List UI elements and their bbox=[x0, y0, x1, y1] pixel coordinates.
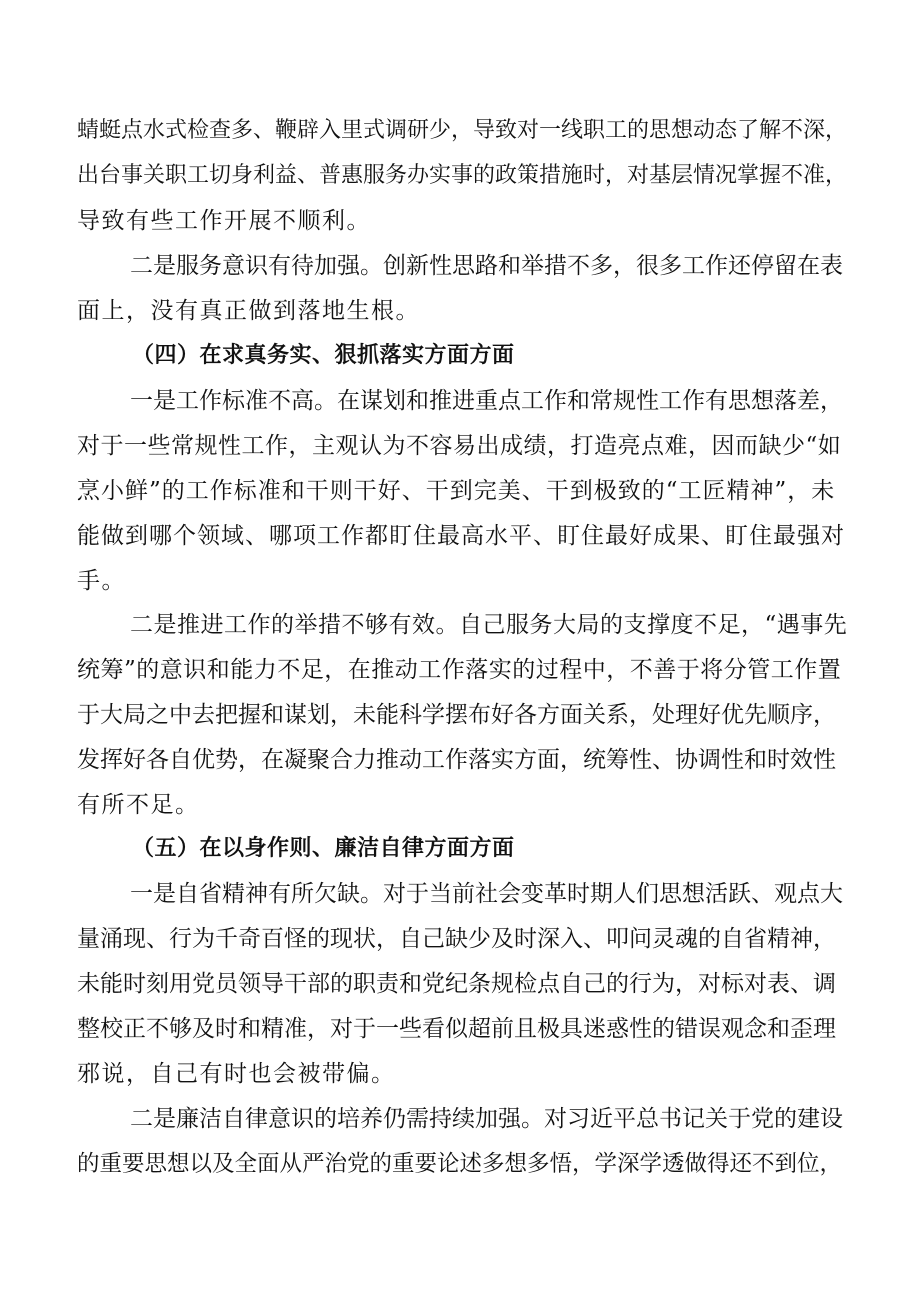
paragraph-5-line-3: 未能时刻用党员领导干部的职责和党纪条规检点自己的行为，对标对表、调 bbox=[77, 971, 836, 997]
section-heading-4: （四）在求真务实、狠抓落实方面方面 bbox=[132, 343, 515, 368]
paragraph-3-line-4: 能做到哪个领域、哪项工作都盯住最高水平、盯住最好成果、盯住最强对 bbox=[77, 523, 845, 549]
paragraph-6-line-2: 的重要思想以及全面从严治党的重要论述多想多悟，学深学透做得还不到位， bbox=[77, 1151, 843, 1177]
paragraph-5-line-4: 整校正不够及时和精准，对于一些看似超前且极具迷惑性的错误观念和歪理 bbox=[77, 1016, 836, 1042]
paragraph-4-line-4: 发挥好各自优势，在凝聚合力推动工作落实方面，统筹性、协调性和时效性 bbox=[77, 747, 836, 773]
paragraph-1-line-3: 导致有些工作开展不顺利。 bbox=[77, 208, 371, 234]
paragraph-4-line-3: 于大局之中去把握和谋划，未能科学摆布好各方面关系，处理好优先顺序， bbox=[77, 702, 836, 728]
paragraph-4-line-5: 有所不足。 bbox=[77, 792, 200, 818]
paragraph-4-line-1: 二是推进工作的举措不够有效。自己服务大局的支撑度不足，“遇事先 bbox=[130, 612, 848, 638]
paragraph-3-line-2: 对于一些常规性工作，主观认为不容易出成绩，打造亮点难，因而缺少“如 bbox=[77, 433, 842, 459]
paragraph-5-line-5: 邪说，自己有时也会被带偏。 bbox=[77, 1061, 396, 1087]
paragraph-1-line-2: 出台事关职工切身利益、普惠服务办实事的政策措施时，对基层情况掌握不准， bbox=[77, 163, 848, 188]
paragraph-3-line-1: 一是工作标准不高。在谋划和推进重点工作和常规性工作有思想落差， bbox=[130, 388, 843, 414]
paragraph-5-line-2: 量涌现、行为千奇百怪的现状，自己缺少及时深入、叩问灵魂的自省精神， bbox=[77, 926, 836, 952]
paragraph-2-line-1: 二是服务意识有待加强。创新性思路和举措不多，很多工作还停留在表 bbox=[130, 253, 843, 279]
paragraph-5-line-1: 一是自省精神有所欠缺。对于当前社会变革时期人们思想活跃、观点大 bbox=[130, 881, 843, 907]
section-heading-5: （五）在以身作则、廉洁自律方面方面 bbox=[132, 836, 515, 861]
paragraph-2-line-2: 面上，没有真正做到落地生根。 bbox=[77, 298, 420, 324]
paragraph-1-line-1: 蜻蜓点水式检查多、鞭辟入里式调研少，导致对一线职工的思想动态了解不深， bbox=[77, 118, 848, 143]
paragraph-3-line-3: 烹小鲜”的工作标准和干则干好、干到完美、干到极致的“工匠精神”，未 bbox=[77, 478, 836, 504]
paragraph-6-line-1: 二是廉洁自律意识的培养仍需持续加强。对习近平总书记关于党的建设 bbox=[130, 1106, 843, 1132]
paragraph-4-line-2: 统筹”的意识和能力不足，在推动工作落实的过程中，不善于将分管工作置 bbox=[77, 657, 842, 683]
paragraph-3-line-5: 手。 bbox=[77, 568, 126, 594]
